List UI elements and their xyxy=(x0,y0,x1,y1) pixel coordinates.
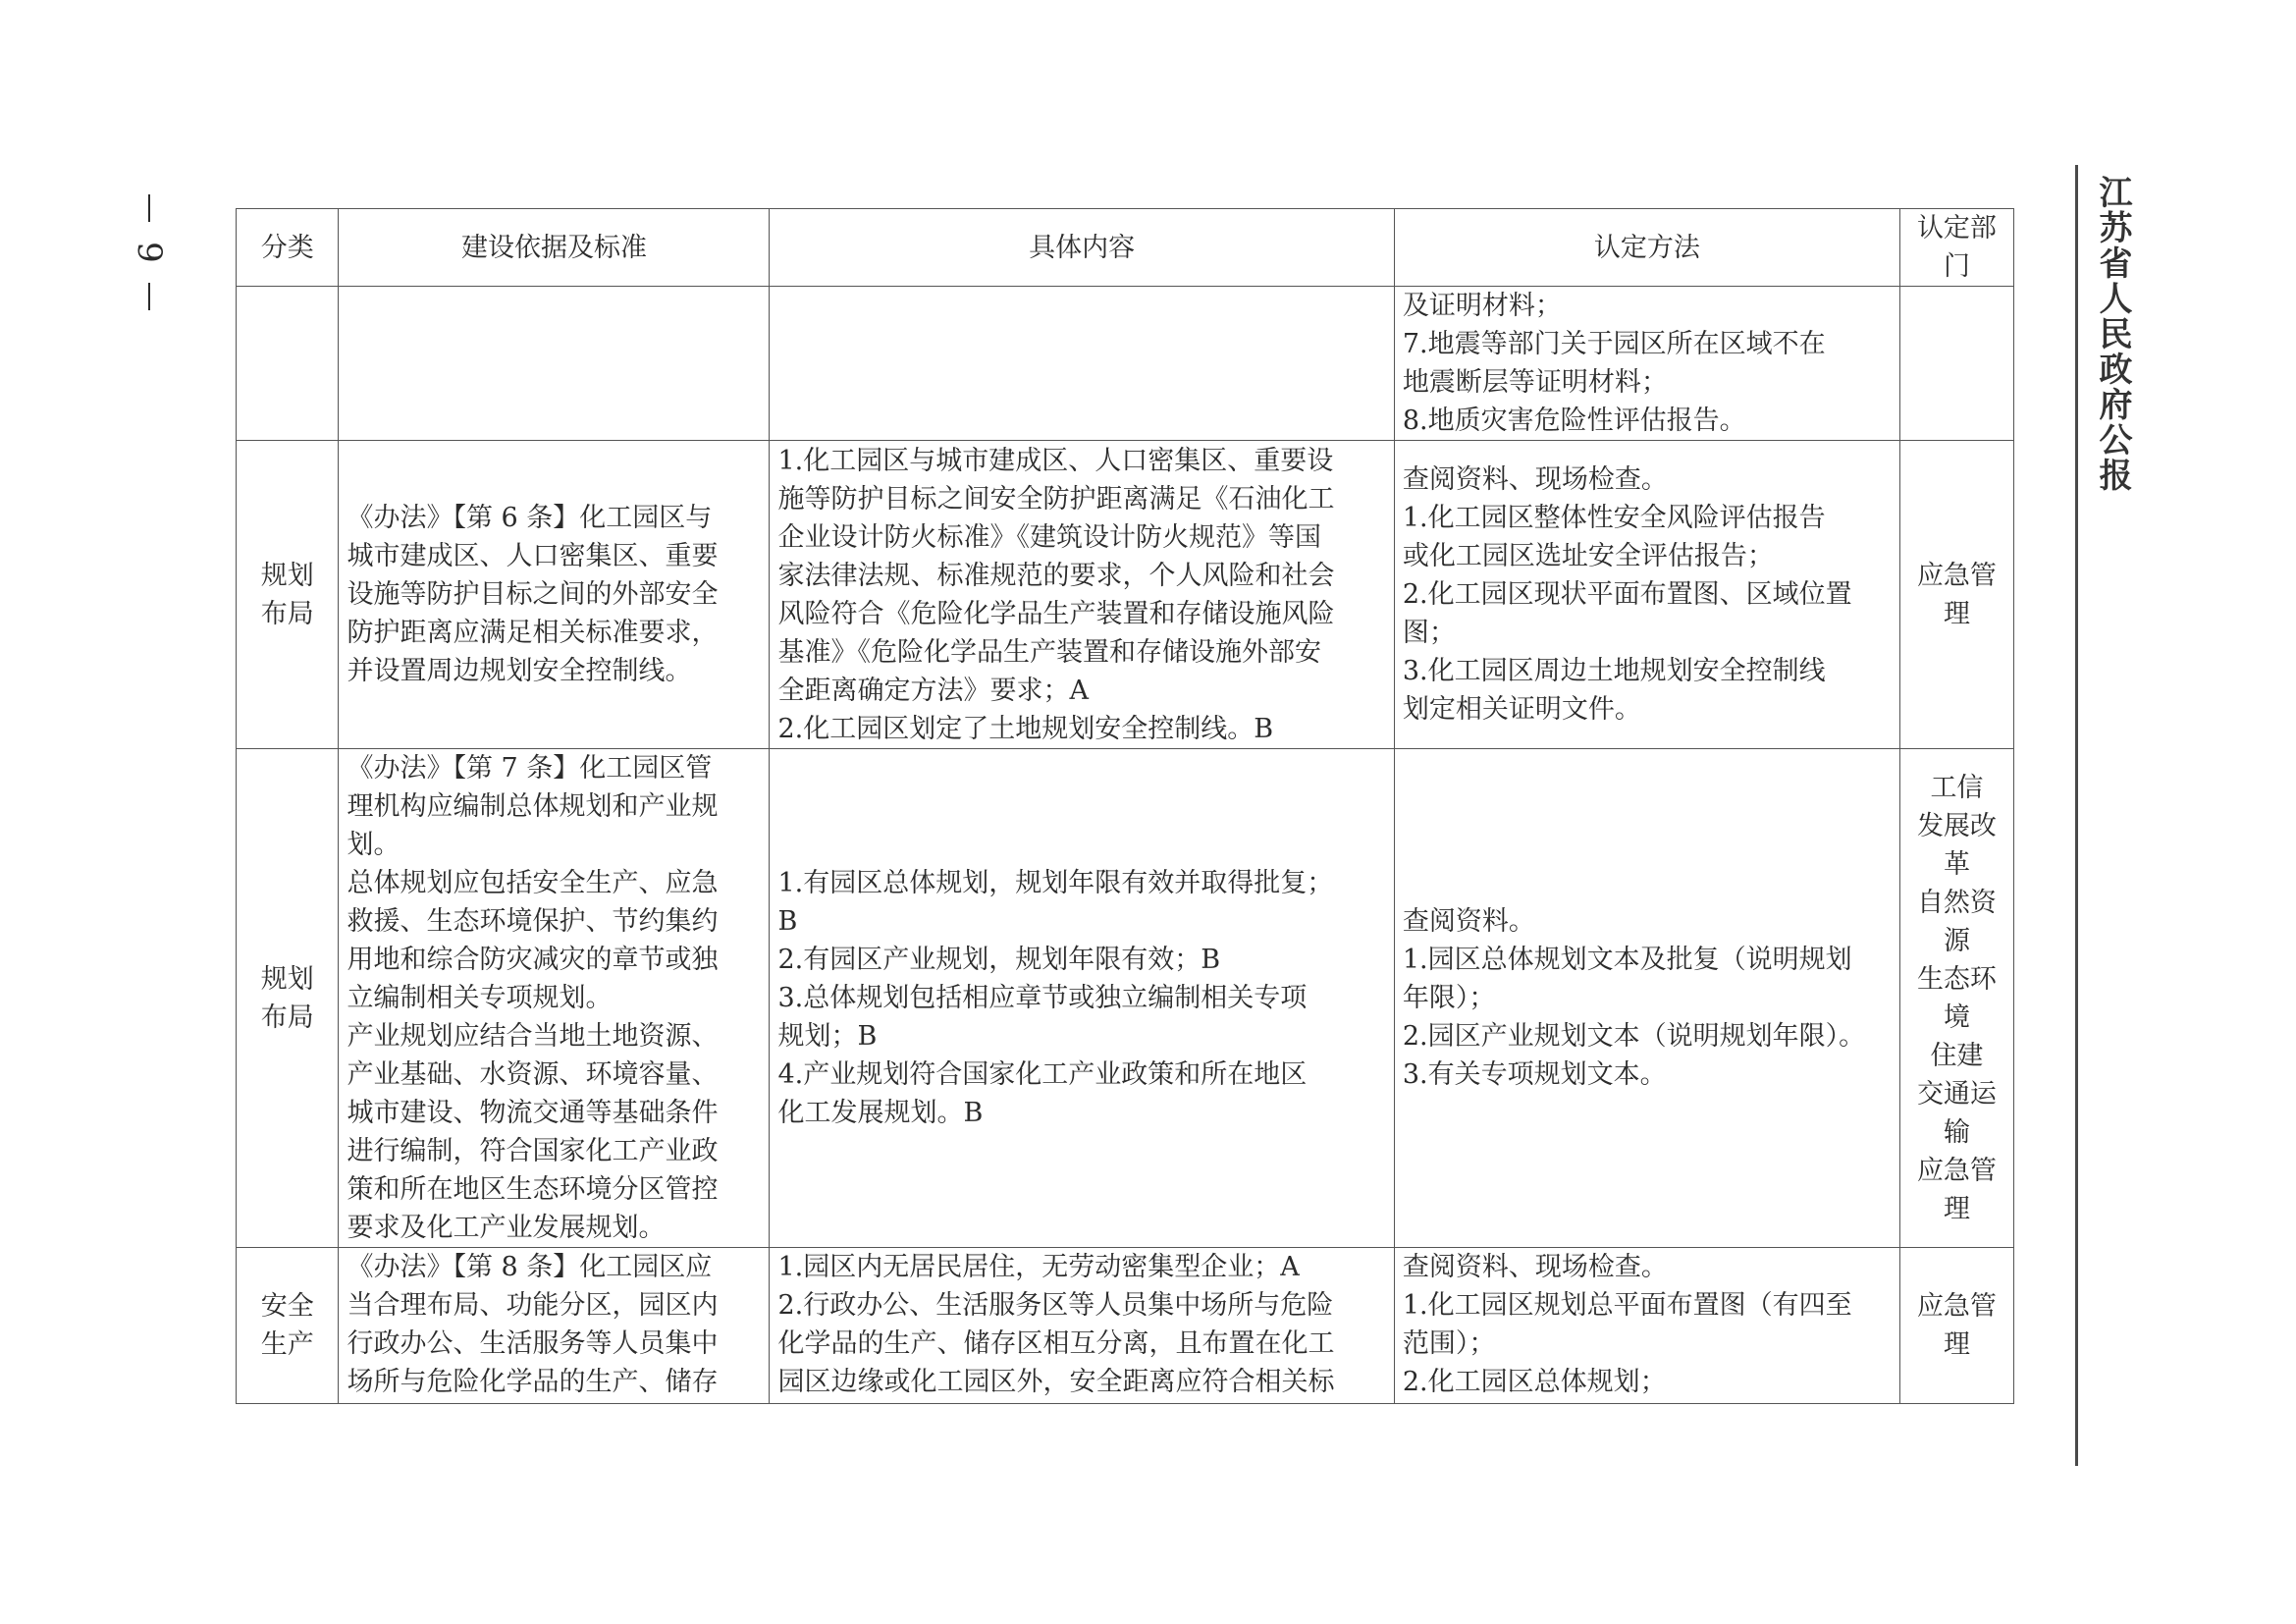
cell-method-line: 年限）； xyxy=(1402,983,1496,1013)
cell-content-line: 全距离确定方法》要求；A xyxy=(777,675,1089,706)
cell-department-line: 自然资源 xyxy=(1916,887,1997,956)
cell-content-line: 1.有园区总体规划，规划年限有效并取得批复； xyxy=(777,868,1334,898)
cell-method-line: 7.地震等部门关于园区所在区域不在 xyxy=(1402,329,1826,359)
cell-basis-line: 要求及化工产业发展规划。 xyxy=(347,1213,666,1243)
cell-basis xyxy=(339,1248,770,1404)
cell-basis-line: 防护距离应满足相关标准要求， xyxy=(347,618,719,648)
cell-method-line: 查阅资料、现场检查。 xyxy=(1402,464,1668,495)
cell-basis-line: 《办法》【第 7 条】化工园区管 xyxy=(347,753,713,784)
cell-content-line: 4.产业规划符合国家化工产业政策和所在地区 xyxy=(777,1059,1308,1090)
cell-department xyxy=(1899,749,2013,1248)
cell-category xyxy=(237,1248,339,1404)
page-number-dash-top xyxy=(148,194,150,222)
cell-method-line: 3.有关专项规划文本。 xyxy=(1402,1059,1667,1090)
header-category: 分类 xyxy=(237,209,339,287)
cell-basis-line: 理机构应编制总体规划和产业规 xyxy=(347,791,719,822)
cell-department-line: 住建 xyxy=(1930,1040,1984,1071)
cell-content-line: 1.园区内无居民居住，无劳动密集型企业；A xyxy=(777,1252,1300,1282)
cell-content xyxy=(770,1248,1394,1404)
cell-basis-line: 进行编制，符合国家化工产业政 xyxy=(347,1136,719,1166)
table-header-row xyxy=(237,209,2014,287)
cell-method xyxy=(1394,441,1899,749)
cell-department-line: 交通运输 xyxy=(1916,1078,1997,1148)
cell-content-line: 家法律法规、标准规范的要求，个人风险和社会 xyxy=(777,560,1335,591)
table-row xyxy=(237,749,2014,1248)
cell-department-line: 发展改革 xyxy=(1916,810,1997,880)
cell-category xyxy=(237,749,339,1248)
side-divider-rule xyxy=(2075,165,2078,1466)
cell-content-line: 3.总体规划包括相应章节或独立编制相关专项 xyxy=(777,983,1308,1013)
cell-method-line: 地震断层等证明材料； xyxy=(1402,367,1668,398)
header-content: 具体内容 xyxy=(770,209,1394,287)
cell-content-line: B xyxy=(777,906,798,937)
cell-content-line: 2.行政办公、生活服务区等人员集中场所与危险 xyxy=(777,1290,1334,1321)
cell-content-line: 风险符合《危险化学品生产装置和存储设施风险 xyxy=(777,598,1335,629)
cell-method-line: 查阅资料。 xyxy=(1402,906,1535,937)
cell-basis-line: 城市建设、物流交通等基础条件 xyxy=(347,1098,719,1128)
cell-method-line: 2.园区产业规划文本（说明规划年限）。 xyxy=(1402,1021,1866,1052)
cell-basis-line: 产业基础、水资源、环境容量、 xyxy=(347,1059,719,1090)
cell-basis-line: 并设置周边规划安全控制线。 xyxy=(347,656,692,686)
header-method: 认定方法 xyxy=(1394,209,1899,287)
cell-basis-line: 场所与危险化学品的生产、储存 xyxy=(347,1367,719,1397)
journal-title: 江苏省人民政府公报 xyxy=(2093,175,2132,493)
cell-content xyxy=(770,749,1394,1248)
category-text: 布局 xyxy=(260,598,314,629)
cell-method xyxy=(1394,1248,1899,1404)
cell-content-line: 施等防护目标之间安全防护距离满足《石油化工 xyxy=(777,483,1335,514)
cell-basis-line: 当合理布局、功能分区，园区内 xyxy=(347,1290,719,1321)
cell-category xyxy=(237,441,339,749)
header-department: 认定部门 xyxy=(1899,209,2013,287)
cell-content-line: 规划；B xyxy=(777,1021,878,1052)
category-text: 安全 xyxy=(260,1291,314,1322)
category-text: 规划 xyxy=(260,560,314,591)
cell-content-line: 企业设计防火标准》《建筑设计防火规范》等国 xyxy=(777,521,1321,553)
category-text: 布局 xyxy=(260,1001,314,1033)
cell-method-line: 2.化工园区总体规划； xyxy=(1402,1367,1667,1397)
cell-content xyxy=(770,287,1394,441)
cell-method-line: 1.园区总体规划文本及批复（说明规划 xyxy=(1402,945,1852,975)
table-row xyxy=(237,441,2014,749)
cell-basis-line: 用地和综合防灾减灾的章节或独 xyxy=(347,945,719,975)
cell-method-line: 3.化工园区周边土地规划安全控制线 xyxy=(1402,656,1826,686)
cell-department-line: 应急管理 xyxy=(1916,1155,1997,1224)
cell-content-line: 化工发展规划。B xyxy=(777,1098,984,1128)
header-basis: 建设依据及标准 xyxy=(339,209,770,287)
cell-basis-line: 总体规划应包括安全生产、应急 xyxy=(347,868,719,898)
cell-basis-line: 设施等防护目标之间的外部安全 xyxy=(347,579,719,610)
cell-basis-line: 划。 xyxy=(347,830,400,860)
cell-basis-line: 产业规划应结合当地土地资源、 xyxy=(347,1021,719,1052)
cell-department-line: 生态环境 xyxy=(1916,963,1997,1033)
cell-basis-line: 策和所在地区生态环境分区管控 xyxy=(347,1174,719,1205)
cell-department xyxy=(1899,287,2013,441)
cell-department-line: 应急管理 xyxy=(1916,1291,1997,1360)
cell-basis-line: 立编制相关专项规划。 xyxy=(347,983,613,1013)
cell-basis-line: 行政办公、生活服务等人员集中 xyxy=(347,1328,719,1359)
cell-department xyxy=(1899,1248,2013,1404)
category-text: 规划 xyxy=(260,963,314,995)
page-number-dash-bottom xyxy=(148,283,150,310)
cell-method xyxy=(1394,749,1899,1248)
cell-content-line: 1.化工园区与城市建成区、人口密集区、重要设 xyxy=(777,445,1334,476)
cell-method-line: 1.化工园区整体性安全风险评估报告 xyxy=(1402,503,1826,533)
cell-method-line: 查阅资料、现场检查。 xyxy=(1402,1252,1668,1282)
cell-basis-line: 《办法》【第 8 条】化工园区应 xyxy=(347,1252,713,1282)
table-row xyxy=(237,287,2014,441)
cell-content xyxy=(770,441,1394,749)
cell-department-line: 应急管理 xyxy=(1916,560,1997,629)
cell-department xyxy=(1899,441,2013,749)
cell-basis-line: 城市建成区、人口密集区、重要 xyxy=(347,541,719,571)
cell-basis xyxy=(339,441,770,749)
cell-content-line: 基准》《危险化学品生产装置和存储设施外部安 xyxy=(777,636,1321,668)
cell-content-line: 园区边缘或化工园区外，安全距离应符合相关标 xyxy=(777,1367,1335,1397)
cell-content-line: 2.有园区产业规划，规划年限有效；B xyxy=(777,945,1221,975)
page-number xyxy=(130,194,169,332)
table-row xyxy=(237,1248,2014,1404)
cell-method-line: 8.地质灾害危险性评估报告。 xyxy=(1402,406,1746,436)
cell-content-line: 化学品的生产、储存区相互分离，且布置在化工 xyxy=(777,1328,1335,1359)
cell-content-line: 2.化工园区划定了土地规划安全控制线。B xyxy=(777,713,1274,744)
cell-method-line: 划定相关证明文件。 xyxy=(1402,694,1641,725)
cell-method-line: 图； xyxy=(1402,618,1456,648)
cell-basis-line: 《办法》【第 6 条】化工园区与 xyxy=(347,503,713,533)
cell-category xyxy=(237,287,339,441)
cell-method-line: 及证明材料； xyxy=(1402,291,1562,321)
cell-method-line: 或化工园区选址安全评估报告； xyxy=(1402,541,1774,571)
cell-method-line: 1.化工园区规划总平面布置图（有四至 xyxy=(1402,1290,1852,1321)
cell-basis-line: 救援、生态环境保护、节约集约 xyxy=(347,906,719,937)
cell-department-line: 工信 xyxy=(1930,772,1984,803)
criteria-table xyxy=(236,208,2014,1404)
cell-basis xyxy=(339,287,770,441)
cell-method-line: 2.化工园区现状平面布置图、区域位置 xyxy=(1402,579,1852,610)
category-text: 生产 xyxy=(260,1329,314,1360)
page-number-value: 9 xyxy=(130,242,169,263)
cell-method xyxy=(1394,287,1899,441)
cell-method-line: 范围）； xyxy=(1402,1328,1496,1359)
cell-basis xyxy=(339,749,770,1248)
